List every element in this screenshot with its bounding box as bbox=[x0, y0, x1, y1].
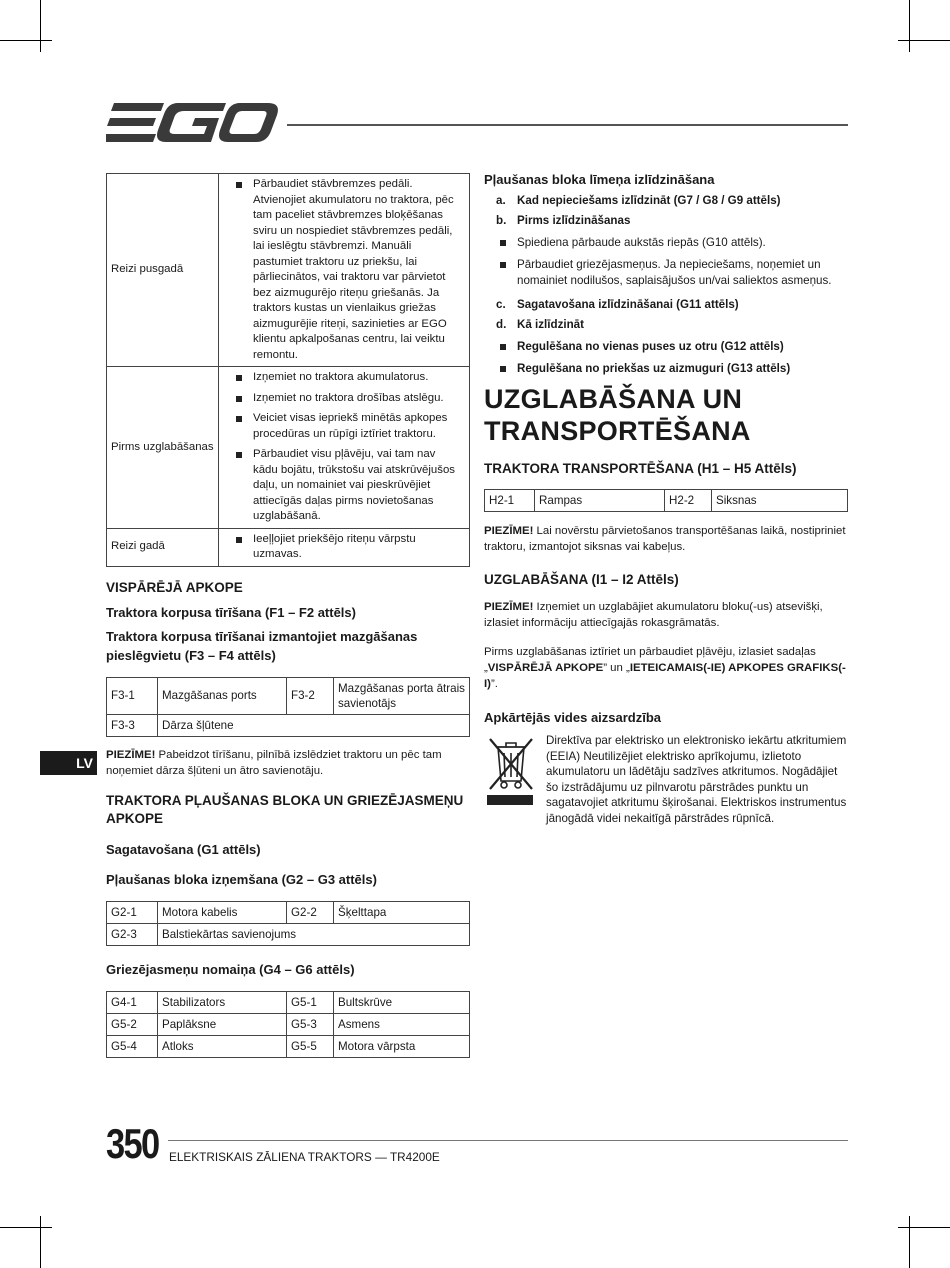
schedule-when: Reizi pusgadā bbox=[107, 174, 219, 367]
part-code: G5-2 bbox=[107, 1013, 158, 1035]
table-row bbox=[485, 490, 848, 512]
note-text: Izņemiet un uzglabājiet akumulatoru bloku(-us) atsevišķi, izlasiet informāciju attiecīgajās rokasgrāmatās. bbox=[484, 601, 823, 629]
parts-table-h2 bbox=[484, 489, 848, 512]
list-item: Pārbaudiet griezējasmeņus. Ja nepieciešams, noņemiet un nomainiet nodilušos, saplaisājušos un/vai saliektos asmeņus. bbox=[484, 257, 848, 289]
crop-mark bbox=[909, 0, 910, 52]
subsection-heading: Traktora korpusa tīrīšana (F1 – F2 attēls) bbox=[106, 604, 356, 620]
part-name: Siksnas bbox=[712, 490, 848, 512]
list-item bbox=[484, 315, 848, 335]
part-code: F3-3 bbox=[107, 714, 158, 736]
section-reference: IETEICAMAIS(-IE) APKOPES GRAFIKS(-I) bbox=[484, 662, 846, 690]
list-item: Ieeļļojiet priekšējo riteņu vārpstu uzmavas. bbox=[227, 532, 463, 563]
crop-mark bbox=[0, 40, 52, 41]
list-text: Pirms izlīdzināšanas bbox=[517, 214, 631, 227]
list-marker: b. bbox=[496, 214, 507, 227]
bullet-list bbox=[484, 235, 848, 289]
note-text: Lai novērstu pārvietošanos transportēšanas laikā, nostipriniet traktoru, izmantojot siksnas vai kabeļus. bbox=[484, 525, 846, 553]
list-item: Pārbaudiet visu pļāvēju, vai tam nav kādu bojātu, trūkstošu vai atskrūvējušos daļu, un nomainiet vai pieskrūvējiet attiecīgās daļas pirms novietošanas uzglabāšanā. bbox=[227, 447, 463, 525]
part-code: G5-5 bbox=[287, 1035, 334, 1057]
schedule-when: Reizi gadā bbox=[107, 528, 219, 566]
environment-text: Direktīva par elektrisko un elektronisko iekārtu atkritumiem (EEIA) Neutilizējiet elektrisko aprīkojumu, izlietoto akumulatoru un lādētāju sadzīves atkritumos. Nogādājiet šo izstrādājumu uz pilnvarotu pārstrādes punktu un sagatavojiet atkritumu šķirošanai. Elektriskos instrumentus jānogādā videi nekaitīgā pārstrādes rūpnīcā. bbox=[546, 734, 847, 825]
list-item: Regulēšana no vienas puses uz otru (G12 attēls) bbox=[484, 339, 848, 355]
paragraph-text: ”. bbox=[490, 678, 498, 690]
note bbox=[484, 523, 848, 555]
part-code: G2-3 bbox=[107, 923, 158, 945]
part-name: Bultskrūve bbox=[334, 991, 470, 1013]
section-heading: VISPĀRĒJĀ APKOPE bbox=[106, 579, 243, 595]
list-text: Kā izlīdzināt bbox=[517, 318, 584, 331]
crop-mark bbox=[898, 1227, 950, 1228]
part-name: Asmens bbox=[334, 1013, 470, 1035]
left-column bbox=[106, 173, 470, 1058]
table-row bbox=[107, 714, 470, 736]
part-name: Atloks bbox=[158, 1035, 287, 1057]
parts-table-f3 bbox=[106, 677, 470, 737]
list-item: Veiciet visas iepriekš minētās apkopes procedūras un rūpīgi iztīriet traktoru. bbox=[227, 411, 463, 442]
part-code: G5-1 bbox=[287, 991, 334, 1013]
footer-rule bbox=[168, 1140, 848, 1141]
table-row bbox=[107, 1035, 470, 1057]
ego-logo bbox=[106, 103, 278, 143]
environment-block bbox=[484, 733, 848, 827]
part-code: G5-4 bbox=[107, 1035, 158, 1057]
part-code: H2-2 bbox=[665, 490, 712, 512]
list-marker: c. bbox=[496, 298, 506, 311]
list-item: Pārbaudiet stāvbremzes pedāli. Atvienojiet akumulatoru no traktora, pēc tam paceliet stāvbremzes bloķēšanas sviru un nospiediet stāvbremzes pedāli, lai ieslēgtu stāvbremzi. Manuāli pastumiet traktoru uz priekšu, lai pārliecinātos, vai traktoru var pārvietot bez aizmugurējo riteņu griešanās. Ja traktors kustas un vienlaikus griežas aizmugurējie riteņi, sazinieties ar EGO klientu apkalpošanas centru, lai veiktu remontu. bbox=[227, 177, 463, 363]
part-name: Mazgāšanas porta ātrais savienotājs bbox=[334, 677, 470, 714]
part-code: F3-2 bbox=[287, 677, 334, 714]
part-code: G2-2 bbox=[287, 901, 334, 923]
note bbox=[484, 599, 848, 631]
crop-mark bbox=[898, 40, 950, 41]
page-number: 350 bbox=[106, 1120, 159, 1167]
table-row bbox=[107, 1013, 470, 1035]
part-code: G5-3 bbox=[287, 1013, 334, 1035]
part-name: Motora vārpsta bbox=[334, 1035, 470, 1057]
table-row bbox=[107, 991, 470, 1013]
language-tab: LV bbox=[40, 751, 97, 775]
schedule-tasks bbox=[219, 528, 470, 566]
subsection-heading: Pļaušanas bloka izņemšana (G2 – G3 attēls) bbox=[106, 871, 377, 887]
list-item: Spiediena pārbaude aukstās riepās (G10 attēls). bbox=[484, 235, 848, 251]
table-row bbox=[107, 528, 470, 566]
paragraph-text: Pirms uzglabāšanas iztīriet un pārbaudiet pļāvēju, izlasiet sadaļas „ bbox=[484, 646, 816, 674]
part-code: G2-1 bbox=[107, 901, 158, 923]
table-row bbox=[107, 677, 470, 714]
list-marker: a. bbox=[496, 194, 506, 207]
part-name: Mazgāšanas ports bbox=[158, 677, 287, 714]
part-code: G4-1 bbox=[107, 991, 158, 1013]
table-row bbox=[107, 923, 470, 945]
list-item: Izņemiet no traktora akumulatorus. bbox=[227, 370, 463, 386]
part-name: Rampas bbox=[535, 490, 665, 512]
chapter-heading: UZGLABĀŠANA UN bbox=[484, 384, 743, 414]
section-reference: VISPĀRĒJĀ APKOPE bbox=[487, 662, 604, 674]
section-heading: TRAKTORA TRANSPORTĒŠANA (H1 – H5 Attēls) bbox=[484, 461, 797, 476]
section-heading: TRAKTORA PĻAUŠANAS BLOKA UN GRIEZĒJASMEŅU APKOPE bbox=[106, 792, 464, 826]
section-heading: UZGLABĀŠANA (I1 – I2 Attēls) bbox=[484, 572, 679, 587]
part-name: Dārza šļūtene bbox=[158, 714, 470, 736]
part-name: Balstiekārtas savienojums bbox=[158, 923, 470, 945]
part-name: Motora kabelis bbox=[158, 901, 287, 923]
chapter-heading: TRANSPORTĒŠANA bbox=[484, 416, 751, 446]
subsection-heading: Griezējasmeņu nomaiņa (G4 – G6 attēls) bbox=[106, 961, 355, 977]
part-name: Šķelttapa bbox=[334, 901, 470, 923]
header-rule bbox=[287, 124, 848, 126]
crop-mark bbox=[40, 0, 41, 52]
right-column bbox=[484, 170, 848, 827]
maintenance-schedule-table bbox=[106, 173, 470, 567]
list-item bbox=[484, 295, 848, 315]
paragraph-text: ” un „ bbox=[603, 662, 630, 674]
parts-table-g4 bbox=[106, 991, 470, 1058]
weee-crossed-bin-icon bbox=[484, 733, 538, 807]
table-row bbox=[107, 901, 470, 923]
part-code: F3-1 bbox=[107, 677, 158, 714]
subsection-heading: Pļaušanas bloka līmeņa izlīdzināšana bbox=[484, 172, 715, 187]
note bbox=[106, 747, 470, 779]
subsection-heading: Traktora korpusa tīrīšanai izmantojiet mazgāšanas pieslēgvietu (F3 – F4 attēls) bbox=[106, 628, 418, 663]
schedule-when: Pirms uzglabāšanas bbox=[107, 367, 219, 529]
table-row bbox=[107, 174, 470, 367]
bullet-list bbox=[484, 339, 848, 377]
subsection-heading: Sagatavošana (G1 attēls) bbox=[106, 841, 261, 857]
list-item bbox=[484, 211, 848, 231]
steps-list bbox=[484, 191, 848, 231]
list-item: Regulēšana no priekšas uz aizmuguri (G13 attēls) bbox=[484, 361, 848, 377]
note-label: PIEZĪME! bbox=[484, 601, 534, 613]
list-marker: d. bbox=[496, 318, 507, 331]
note-label: PIEZĪME! bbox=[106, 748, 156, 761]
steps-list bbox=[484, 295, 848, 335]
subsection-heading: Apkārtējās vides aizsardzība bbox=[484, 710, 662, 725]
list-item: Izņemiet no traktora drošības atslēgu. bbox=[227, 391, 463, 407]
part-name: Stabilizators bbox=[158, 991, 287, 1013]
paragraph bbox=[484, 644, 848, 692]
crop-mark bbox=[909, 1216, 910, 1268]
schedule-tasks bbox=[219, 367, 470, 529]
list-text: Sagatavošana izlīdzināšanai (G11 attēls) bbox=[517, 298, 739, 311]
schedule-tasks bbox=[219, 174, 470, 367]
crop-mark bbox=[0, 1227, 52, 1228]
list-text: Kad nepieciešams izlīdzināt (G7 / G8 / G9 attēls) bbox=[517, 194, 781, 207]
list-item bbox=[484, 191, 848, 211]
crop-mark bbox=[40, 1216, 41, 1268]
table-row bbox=[107, 367, 470, 529]
footer-title: ELEKTRISKAIS ZĀLIENA TRAKTORS — TR4200E bbox=[169, 1150, 440, 1164]
note-label: PIEZĪME! bbox=[484, 525, 534, 537]
part-name: Paplāksne bbox=[158, 1013, 287, 1035]
parts-table-g2 bbox=[106, 901, 470, 946]
note-text: Pabeidzot tīrīšanu, pilnībā izslēdziet traktoru un pēc tam noņemiet dārza šļūteni un ātro savienotāju. bbox=[106, 748, 442, 777]
part-code: H2-1 bbox=[485, 490, 535, 512]
